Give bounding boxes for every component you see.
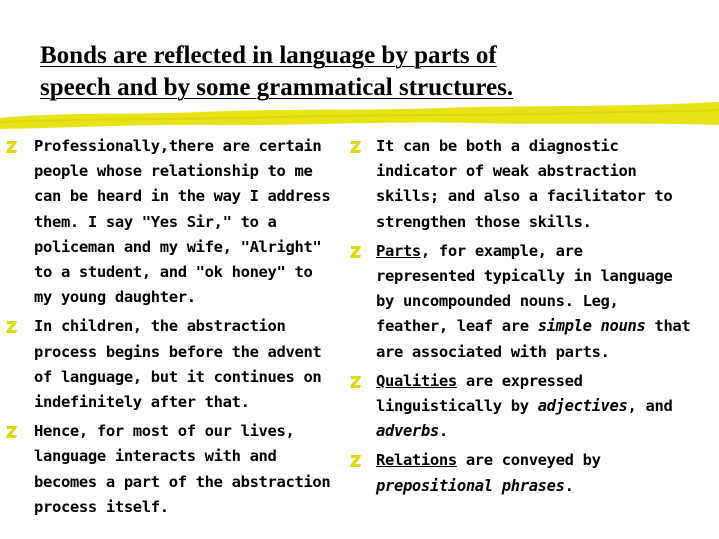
yellow-brush-stroke xyxy=(0,98,719,132)
text-line: people whose relationship to me xyxy=(34,162,313,181)
text-line: can be heard in the way I address xyxy=(34,187,331,206)
text-line: indicator of weak abstraction xyxy=(376,162,637,181)
z-bullet-icon xyxy=(350,454,362,468)
text-line: strengthen those skills. xyxy=(376,212,592,231)
text-run: are expressed xyxy=(456,371,583,390)
text-run: linguistically by xyxy=(376,397,538,416)
term-qualities: Qualities xyxy=(376,371,457,390)
term-adjectives: adjectives xyxy=(537,397,628,416)
text-line: my young daughter. xyxy=(34,288,196,307)
text-run: , and xyxy=(627,397,673,416)
term-relations: Relations xyxy=(376,451,457,470)
text-line: In children, the abstraction xyxy=(34,317,286,336)
bullet-diagnostic xyxy=(346,134,719,235)
text-line: becomes a part of the abstraction xyxy=(34,472,331,491)
z-bullet-icon xyxy=(350,375,362,389)
bullet-parts xyxy=(346,239,719,365)
right-column xyxy=(346,134,719,503)
text-line: are associated with parts. xyxy=(376,342,610,361)
term-prepositional-phrases: prepositional phrases xyxy=(376,476,565,495)
term-parts: Parts xyxy=(376,241,421,260)
text-line: language interacts with and xyxy=(34,447,277,466)
bullet-relations xyxy=(346,448,719,498)
text-run: feather, leaf are xyxy=(376,317,538,336)
text-line: them. I say "Yes Sir," to a xyxy=(34,212,277,231)
text-line: It can be both a diagnostic xyxy=(376,137,619,155)
text-run: are conveyed by xyxy=(456,451,601,470)
bullet-professionally xyxy=(0,134,346,310)
text-line: Hence, for most of our lives, xyxy=(34,422,295,441)
title-line-2: speech and by some grammatical structures. xyxy=(40,74,514,101)
term-simple-nouns: simple nouns xyxy=(537,317,646,336)
z-bullet-icon xyxy=(350,245,362,259)
z-bullet-icon xyxy=(6,425,18,439)
text-line: process begins before the advent xyxy=(34,342,322,361)
text-run: . xyxy=(564,476,574,495)
text-run: , for example, are xyxy=(420,241,583,260)
text-run: that xyxy=(645,317,691,336)
text-line: to a student, and "ok honey" to xyxy=(34,263,313,282)
left-column xyxy=(0,134,346,524)
text-line: policeman and my wife, "Alright" xyxy=(34,237,322,256)
text-line: indefinitely after that. xyxy=(34,393,250,412)
text-line: of language, but it continues on xyxy=(34,367,322,386)
title-line-1: Bonds are reflected in language by parts of xyxy=(40,42,497,69)
text-line: process itself. xyxy=(34,497,169,516)
bullet-children xyxy=(0,314,346,415)
text-line: by uncompounded nouns. Leg, xyxy=(376,292,619,311)
text-run: . xyxy=(438,422,448,441)
text-line: represented typically in language xyxy=(376,267,673,286)
term-adverbs: adverbs xyxy=(376,422,439,441)
z-bullet-icon xyxy=(6,140,18,154)
slide-title xyxy=(40,40,600,104)
bullet-qualities xyxy=(346,369,719,445)
text-line: Professionally,there are certain xyxy=(34,137,322,155)
z-bullet-icon xyxy=(350,140,362,154)
text-line: skills; and also a facilitator to xyxy=(376,187,673,206)
bullet-hence xyxy=(0,419,346,520)
z-bullet-icon xyxy=(6,320,18,334)
